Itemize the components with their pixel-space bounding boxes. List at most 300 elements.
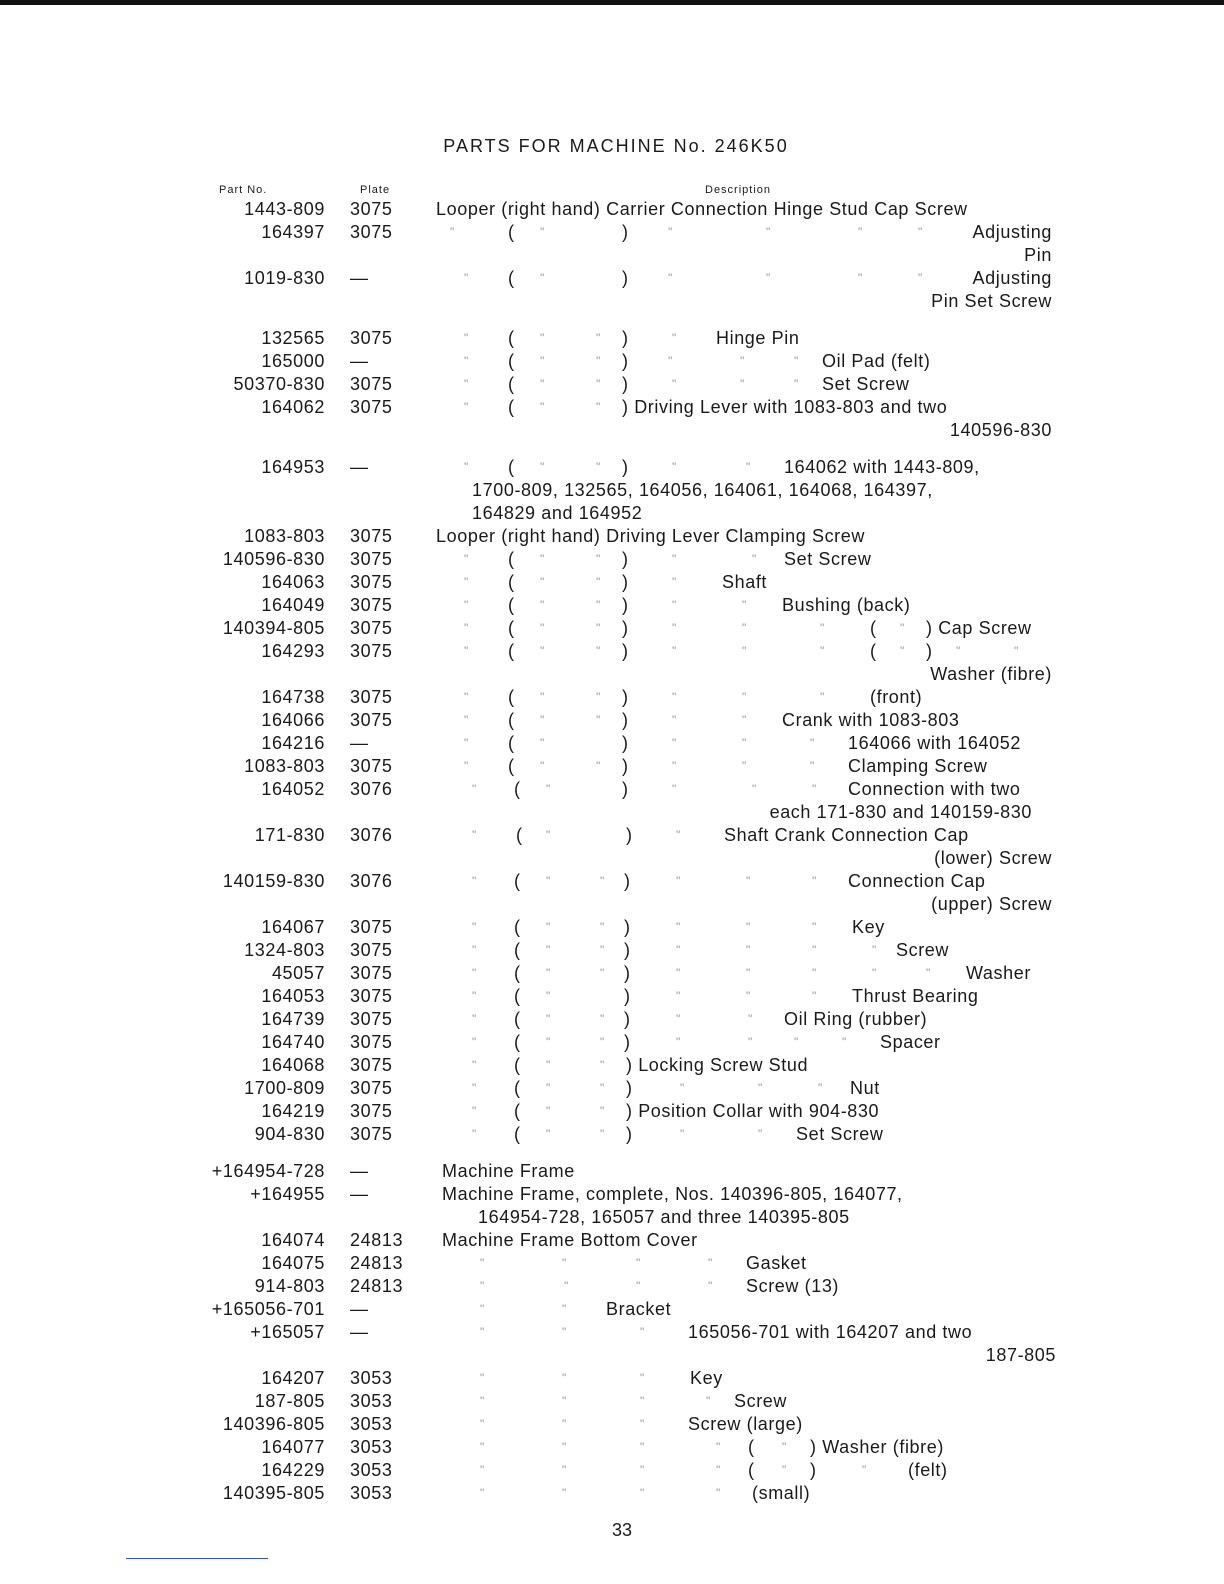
ditto-mark: " [740,354,745,368]
description: Machine Frame Bottom Cover [442,1230,698,1250]
part-number: 904-830 [254,1124,325,1144]
ditto-mark: " [464,377,469,391]
ditto-mark: " [708,1279,713,1293]
ditto-mark: " [540,598,545,612]
ditto-mark: " [600,1127,605,1141]
description: Hinge Pin [716,328,800,348]
ditto-mark: " [812,920,817,934]
table-row [200,1298,1060,1321]
page-title: PARTS FOR MACHINE No. 246K50 [443,136,789,156]
table-row: 164229 3053 " " " " ( " ) " (felt) [200,1459,1060,1482]
part-number: +165057 [250,1322,325,1342]
ditto-mark: " [472,1081,477,1095]
table-row: 904-830 3075 " ( " " ) " " Set Screw [200,1123,1060,1146]
ditto-mark: " [746,943,751,957]
plate-number: 3075 [350,595,393,615]
table-row: 132565 3075 " ( " " ) " Hinge Pin [200,327,1060,350]
ditto-mark: " [472,828,477,842]
plate-number: 3075 [350,328,393,348]
ditto-mark: " [464,713,469,727]
description-continued: Washer (fibre) [930,664,1052,684]
table-row [200,1160,1060,1183]
ditto-mark: " [600,943,605,957]
ditto-mark: " [546,828,551,842]
description: Gasket [746,1253,807,1273]
ditto-mark: " [900,644,905,658]
table-row: 140596-830 3075 " ( " " ) " " Set Screw [200,548,1060,571]
ditto-mark: " [562,1394,567,1408]
description: Set Screw [796,1124,884,1144]
ditto-mark: " [782,1440,787,1454]
plate-number: 3075 [350,374,393,394]
table-row: 164953 — " ( " " ) " " 164062 with 1443-809, 1700-809, 132565, 164056, 164061, 164068, 164397, 164829 and 164952 [200,456,1060,525]
plate-number: — [350,457,369,477]
table-row: 164053 3075 " ( " ) " " " Thrust Bearing [200,985,1060,1008]
ditto-mark: " [546,782,551,796]
table-row: 50370-830 3075 " ( " " ) " " " Set Screw [200,373,1060,396]
ditto-mark: " [872,943,877,957]
table-row: 164739 3075 " ( " " ) " " Oil Ring (rubber) [200,1008,1060,1031]
plate-number: 3053 [350,1391,393,1411]
ditto-mark: " [640,1417,645,1431]
part-number: 164216 [261,733,325,753]
description: Screw (13) [746,1276,840,1296]
description-continued: 164954-728, 165057 and three 140395-805 [478,1207,850,1227]
description: Set Screw [822,374,910,394]
ditto-mark: " [926,966,931,980]
ditto-mark: " [668,225,673,239]
part-number: 164062 [261,397,325,417]
plate-number: 3075 [350,1124,393,1144]
table-row: 164397 3075 " ( " ) " " " " Adjusting Pin [200,221,1060,267]
part-number: 140396-805 [222,1414,325,1434]
part-number: 164068 [261,1055,325,1075]
ditto-mark: " [640,1394,645,1408]
ditto-mark: " [540,644,545,658]
ditto-mark: " [812,966,817,980]
ditto-mark: " [672,736,677,750]
ditto-mark: " [546,1104,551,1118]
ditto-mark: " [716,1463,721,1477]
ditto-mark: " [596,400,601,414]
plate-number: 3076 [350,779,393,799]
description: Spacer [880,1032,941,1052]
description-continued: 187-805 [985,1345,1056,1365]
part-number: 1083-803 [244,756,325,776]
ditto-mark: " [640,1463,645,1477]
ditto-mark: " [812,989,817,1003]
ditto-mark: " [672,690,677,704]
description: 164062 with 1443-809, [784,457,980,477]
ditto-mark: " [596,690,601,704]
ditto-mark: " [450,225,455,239]
part-number: 164063 [261,572,325,592]
plate-number: 3075 [350,756,393,776]
description: (small) [752,1483,811,1503]
ditto-mark: " [748,1035,753,1049]
plate-number: 3076 [350,825,393,845]
ditto-mark: " [672,552,677,566]
ditto-mark: " [820,644,825,658]
part-number: 132565 [261,328,325,348]
description: Machine Frame, complete, Nos. 140396-805, 164077, [442,1184,903,1204]
ditto-mark: " [600,920,605,934]
description: Shaft [722,572,768,592]
part-number: 164049 [261,595,325,615]
description: Clamping Screw [848,756,988,776]
ditto-mark: " [472,1058,477,1072]
ditto-mark: " [794,354,799,368]
table-row [200,1413,1060,1436]
ditto-mark: " [546,943,551,957]
ditto-mark: " [640,1440,645,1454]
ditto-mark: " [600,1035,605,1049]
ditto-mark: " [564,1279,569,1293]
table-row [200,1390,1060,1413]
ditto-mark: " [562,1440,567,1454]
ditto-mark: " [480,1417,485,1431]
ditto-mark: " [758,1127,763,1141]
description-continued: Pin [1024,245,1052,265]
ditto-mark: " [480,1325,485,1339]
ditto-mark: " [596,575,601,589]
plate-number: — [350,733,369,753]
plate-number: 3053 [350,1460,393,1480]
plate-number: 3075 [350,963,393,983]
description: ) Locking Screw Stud [626,1055,809,1075]
ditto-mark: " [596,621,601,635]
part-number: 164953 [261,457,325,477]
plate-number: 3053 [350,1437,393,1457]
description: Looper (right hand) Carrier Connection Hinge Stud Cap Screw [436,199,968,219]
table-row: 164219 3075 " ( " " ) Position Collar with 904-830 [200,1100,1060,1123]
table-row [200,1482,1060,1505]
ditto-mark: " [480,1279,485,1293]
ditto-mark: " [706,1394,711,1408]
part-number: 165000 [261,351,325,371]
ditto-mark: " [464,271,469,285]
ditto-mark: " [464,690,469,704]
ditto-mark: " [540,377,545,391]
ditto-mark: " [562,1417,567,1431]
ditto-mark: " [464,759,469,773]
ditto-mark: " [472,966,477,980]
plate-number: 3075 [350,222,393,242]
ditto-mark: " [464,575,469,589]
description: 164066 with 164052 [848,733,1021,753]
ditto-mark: " [464,552,469,566]
ditto-mark: " [672,460,677,474]
ditto-mark: " [472,943,477,957]
part-number: 1019-830 [244,268,325,288]
plate-number: 3075 [350,940,393,960]
ditto-mark: " [672,377,677,391]
ditto-mark: " [464,331,469,345]
ditto-mark: " [464,598,469,612]
table-row: 140159-830 3076 " ( " " ) " " " Connection Cap (upper) Screw [200,870,1060,916]
part-number: 171-830 [254,825,325,845]
ditto-mark: " [746,920,751,934]
part-number: 164067 [261,917,325,937]
ditto-mark: " [464,460,469,474]
part-number: 164074 [261,1230,325,1250]
table-row [200,1252,1060,1275]
table-row: 164068 3075 " ( " " ) Locking Screw Stud [200,1054,1060,1077]
ditto-mark: " [540,271,545,285]
ditto-mark: " [746,989,751,1003]
description: Washer [966,963,1031,983]
ditto-mark: " [472,782,477,796]
ditto-mark: " [794,1035,799,1049]
part-number: 164740 [261,1032,325,1052]
ditto-mark: " [640,1371,645,1385]
description: Screw [734,1391,788,1411]
ditto-mark: " [562,1486,567,1500]
ditto-mark: " [540,759,545,773]
ditto-mark: " [596,377,601,391]
ditto-mark: " [596,354,601,368]
ditto-mark: " [676,828,681,842]
ditto-mark: " [746,966,751,980]
part-number: +165056-701 [211,1299,325,1319]
description: ) Washer (fibre) [810,1437,944,1457]
ditto-mark: " [472,1035,477,1049]
plate-number: 3053 [350,1483,393,1503]
ditto-mark: " [480,1371,485,1385]
description: Key [690,1368,723,1388]
ditto-mark: " [546,989,551,1003]
plate-number: 3075 [350,710,393,730]
ditto-mark: " [562,1463,567,1477]
ditto-mark: " [716,1440,721,1454]
ditto-mark: " [810,759,815,773]
table-row [200,525,1060,548]
description: Set Screw [784,549,872,569]
plate-number: — [350,268,369,288]
ditto-mark: " [546,1081,551,1095]
ditto-mark: " [472,920,477,934]
ditto-mark: " [600,1058,605,1072]
plate-number: 3053 [350,1368,393,1388]
part-number: 50370-830 [233,374,325,394]
plate-number: 3075 [350,397,393,417]
ditto-mark: " [794,377,799,391]
ditto-mark: " [672,644,677,658]
table-row: 164738 3075 " ( " " ) " " " (front) [200,686,1060,709]
ditto-mark: " [546,1127,551,1141]
ditto-mark: " [480,1440,485,1454]
description: Thrust Bearing [852,986,979,1006]
ditto-mark: " [676,966,681,980]
part-number: 164052 [261,779,325,799]
ditto-mark: " [636,1256,641,1270]
part-number: 164053 [261,986,325,1006]
ditto-mark: " [956,644,961,658]
table-row: 164740 3075 " ( " " ) " " " " Spacer [200,1031,1060,1054]
ditto-mark: " [672,759,677,773]
ditto-mark: " [812,782,817,796]
ditto-mark: " [668,271,673,285]
ditto-mark: " [746,460,751,474]
part-number: +164954-728 [211,1161,325,1181]
ditto-mark: " [708,1256,713,1270]
plate-number: 3075 [350,549,393,569]
ditto-mark: " [562,1302,567,1316]
ditto-mark: " [464,400,469,414]
ditto-mark: " [672,713,677,727]
part-number: 164075 [261,1253,325,1273]
table-row [200,1183,1060,1229]
table-row: 45057 3075 " ( " " ) " " " " " Washer [200,962,1060,985]
table-row: 164077 3053 " " " " ( " ) Washer (fibre) [200,1436,1060,1459]
ditto-mark: " [818,1081,823,1095]
ditto-mark: " [812,874,817,888]
plate-number: 24813 [350,1253,404,1273]
part-number: 140395-805 [222,1483,325,1503]
description: Key [852,917,885,937]
ditto-mark: " [596,460,601,474]
ditto-mark: " [672,598,677,612]
ditto-mark: " [740,377,745,391]
description: (front) [870,687,923,707]
plate-number: 3076 [350,871,393,891]
part-number: 1083-803 [244,526,325,546]
ditto-mark: " [672,782,677,796]
table-row: 1700-809 3075 " ( " " ) " " " Nut [200,1077,1060,1100]
description: (felt) [908,1460,948,1480]
ditto-mark: " [472,874,477,888]
ditto-mark: " [540,354,545,368]
ditto-mark: " [480,1394,485,1408]
part-number: 914-803 [254,1276,325,1296]
ditto-mark: " [668,354,673,368]
table-row: 164216 — " ( " ) " " " 164066 with 164052 [200,732,1060,755]
table-row: 1324-803 3075 " ( " " ) " " " " Screw [200,939,1060,962]
ditto-mark: " [600,1012,605,1026]
ditto-mark: " [742,621,747,635]
part-number: +164955 [250,1184,325,1204]
ditto-mark: " [918,225,923,239]
ditto-mark: " [742,759,747,773]
ditto-mark: " [464,644,469,658]
table-row: 164066 3075 " ( " " ) " " Crank with 1083-803 [200,709,1060,732]
ditto-mark: " [480,1486,485,1500]
ditto-mark: " [596,331,601,345]
ditto-mark: " [810,736,815,750]
ditto-mark: " [540,552,545,566]
table-row [200,1367,1060,1390]
ditto-mark: " [766,225,771,239]
ditto-mark: " [540,400,545,414]
description-continued: each 171-830 and 140159-830 [769,802,1032,822]
description-continued: Pin Set Screw [931,291,1052,311]
ditto-mark: " [472,1127,477,1141]
description-continued: (upper) Screw [931,894,1052,914]
ditto-mark: " [672,621,677,635]
description-continued: (lower) Screw [934,848,1052,868]
part-number: 140596-830 [222,549,325,569]
ditto-mark: " [640,1325,645,1339]
top-edge-rule [0,0,1224,5]
table-row: 164067 3075 " ( " " ) " " " Key [200,916,1060,939]
plate-number: 3075 [350,687,393,707]
plate-number: 3075 [350,526,393,546]
ditto-mark: " [742,690,747,704]
part-number: 164397 [261,222,325,242]
ditto-mark: " [672,575,677,589]
ditto-mark: " [858,225,863,239]
ditto-mark: " [546,1012,551,1026]
ditto-mark: " [600,966,605,980]
ditto-mark: " [600,874,605,888]
ditto-mark: " [464,621,469,635]
ditto-mark: " [540,460,545,474]
ditto-mark: " [540,690,545,704]
ditto-mark: " [742,736,747,750]
ditto-mark: " [742,713,747,727]
page-number: 33 [611,1520,633,1540]
description: Machine Frame [442,1161,575,1181]
ditto-mark: " [464,354,469,368]
description: ) Cap Screw [926,618,1032,638]
ditto-mark: " [676,920,681,934]
table-row: 171-830 3076 " ( " ) " Shaft Crank Connection Cap (lower) Screw [200,824,1060,870]
ditto-mark: " [540,575,545,589]
part-number: 1443-809 [244,199,325,219]
ditto-mark: " [640,1486,645,1500]
ditto-mark: " [758,1081,763,1095]
ditto-mark: " [676,943,681,957]
description: Screw (large) [688,1414,803,1434]
part-number: 187-805 [254,1391,325,1411]
ditto-mark: " [1014,644,1019,658]
ditto-mark: " [540,331,545,345]
part-number: 45057 [271,963,325,983]
ditto-mark: " [748,1012,753,1026]
table-row: 165000 — " ( " " ) " " " Oil Pad (felt) [200,350,1060,373]
ditto-mark: " [746,874,751,888]
ditto-mark: " [752,552,757,566]
ditto-mark: " [540,621,545,635]
ditto-mark: " [546,874,551,888]
description: Connection with two [848,779,1021,799]
ditto-mark: " [636,1279,641,1293]
ditto-mark: " [546,1058,551,1072]
ditto-mark: " [562,1256,567,1270]
ditto-mark: " [716,1486,721,1500]
part-number: 164229 [261,1460,325,1480]
ditto-mark: " [600,1081,605,1095]
ditto-mark: " [546,1035,551,1049]
description: Oil Ring (rubber) [784,1009,928,1029]
table-row: 1019-830 — " ( " ) " " " " Adjusting Pin Set Screw [200,267,1060,313]
description-continued: 1700-809, 132565, 164056, 164061, 164068, 164397, [472,480,933,500]
plate-number: 3075 [350,618,393,638]
table-row: 164049 3075 " ( " " ) " " Bushing (back) [200,594,1060,617]
ditto-mark: " [820,690,825,704]
part-number: 164219 [261,1101,325,1121]
description: Adjusting [972,268,1052,288]
ditto-mark: " [842,1035,847,1049]
ditto-mark: " [596,759,601,773]
table-row: 164293 3075 " ( " " ) " " " ( " ) " " Washer (fibre) [200,640,1060,686]
plate-number: 3075 [350,1078,393,1098]
description: Adjusting [972,222,1052,242]
ditto-mark: " [596,552,601,566]
ditto-mark: " [480,1256,485,1270]
ditto-mark: " [540,713,545,727]
plate-number: — [350,1322,369,1342]
